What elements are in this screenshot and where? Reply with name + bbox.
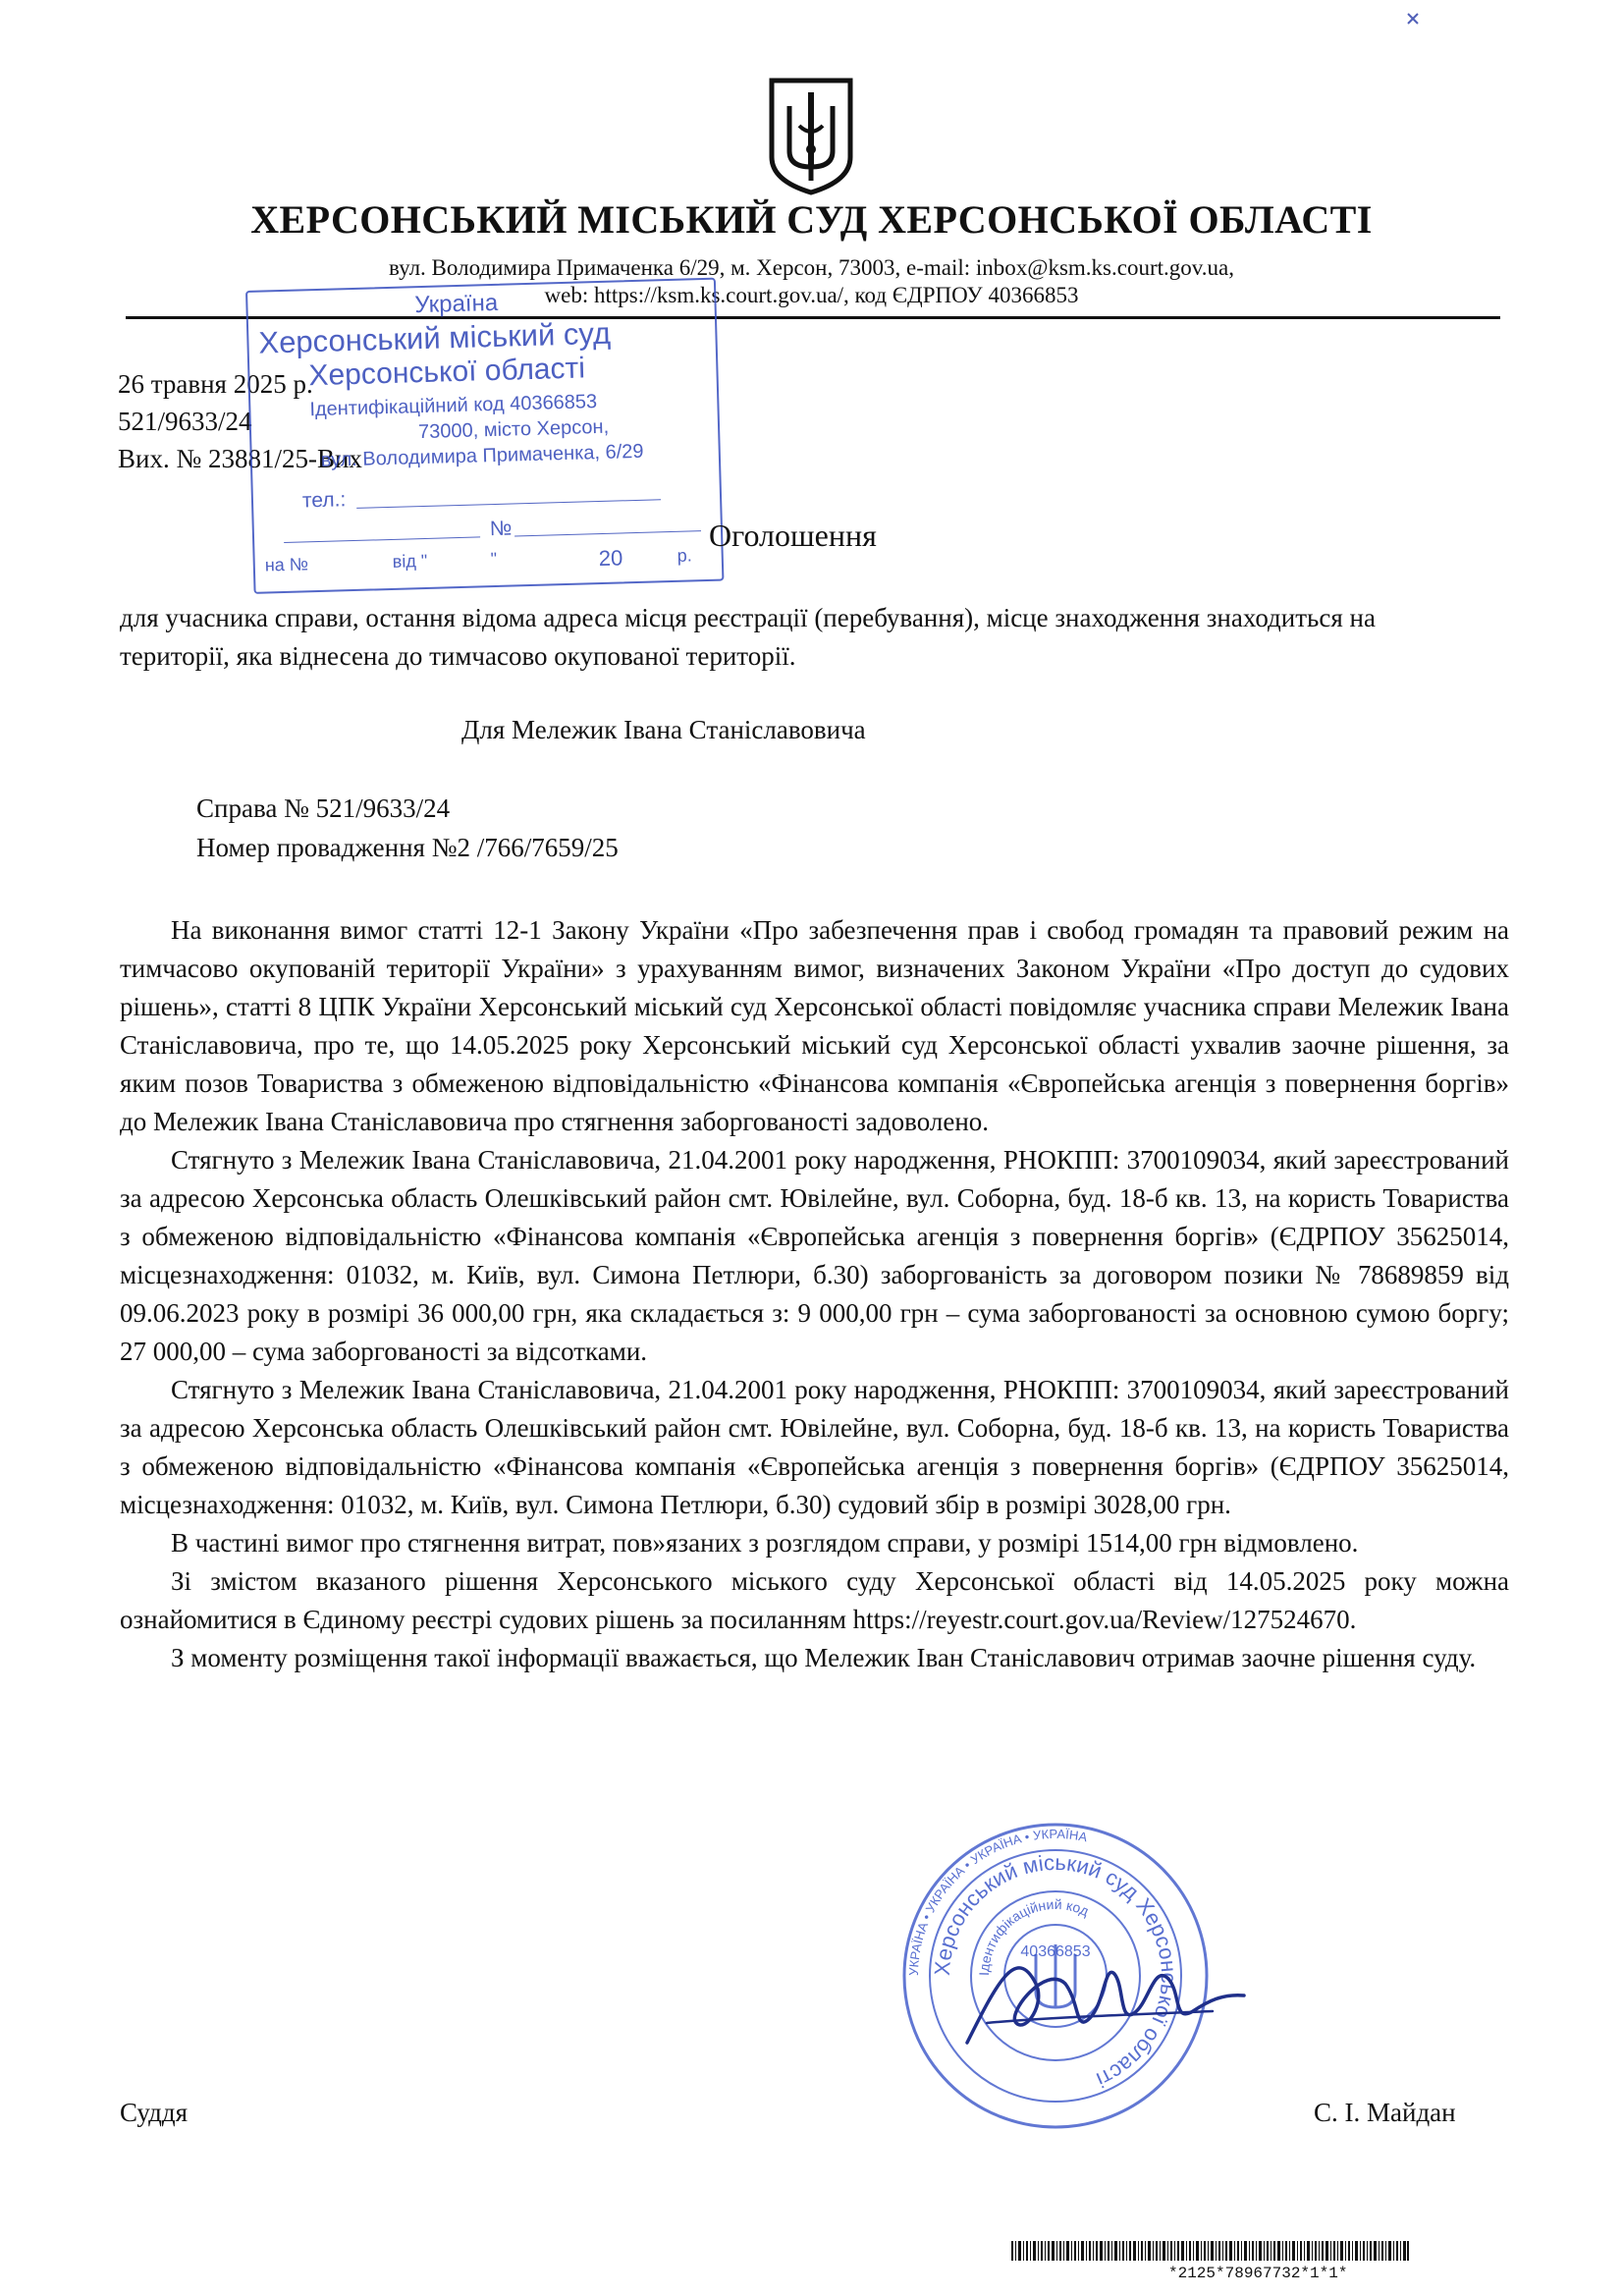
- document-barcode: [1011, 2241, 1409, 2261]
- paragraph-notification: На виконання вимог статті 12-1 Закону України «Про забезпечення прав і свобод громадян та правовий режим на тимчасово окупованій території України» з урахуванням вимог, визначених Законом України «Про доступ до судових рішень», статті 8 ЦПК України Херсонський міський суд Херсонської області повідомляє учасника справи Мележик Івана Станіславовича, про те, що 14.05.2025 року Херсонський міський суд Херсонської області ухвалив заочне рішення, за яким позов Товариства з обмеженою відповідальністю «Фінансова компанія «Європейська агенція з повернення боргів» до Мележик Івана Станіславовича про стягнення заборгованості задоволено.: [120, 915, 1509, 1136]
- court-seal-stamp: [898, 1819, 1213, 2133]
- paragraph-deemed-received: З моменту розміщення такої інформації вважається, що Мележик Іван Станіславович отримав заочне рішення суду.: [171, 1643, 1477, 1672]
- seal-code: 40366853: [1020, 1943, 1091, 1960]
- stamp-line-r: р.: [676, 545, 692, 566]
- court-address: вул. Володимира Примаченка 6/29, м. Херсон, 73003, e-mail: inbox@ksm.ks.court.gov.ua,: [389, 255, 1234, 280]
- paragraph-registry-link: Зі змістом вказаного рішення Херсонського міського суду Херсонської області від 14.05.2025 року можна ознайомитися в Єдиному реєстрі судових рішень за посиланням https://reyestr.court.gov.ua/Review/127524670.: [120, 1566, 1509, 1634]
- stamp-line-country: Україна: [414, 289, 499, 319]
- announcement-body: [120, 911, 1509, 1677]
- stamp-line-number: №: [489, 517, 513, 541]
- outgoing-number: Вих. № 23881/25-Вих: [118, 444, 362, 473]
- case-number: Справа № 521/9633/24: [196, 793, 451, 823]
- header-divider: [126, 316, 1500, 319]
- stamp-line-city: 73000, місто Херсон,: [417, 415, 610, 444]
- judge-signature: [957, 1925, 1252, 2062]
- stamp-line-street: вул. Володимира Примаченка, 6/29: [320, 440, 644, 471]
- judge-label: Суддя: [120, 2098, 189, 2127]
- seal-inner-text: Ідентифікаційний код: [975, 1895, 1092, 1977]
- paragraph-debt-recovery: Стягнуто з Мележик Івана Станіславовича, 21.04.2001 року народження, РНОКПП: 3700109034, який зареєстрований за адресою Херсонська область Олешківський район смт. Ювілейне, вул. Соборна, буд. 18-б кв. 13, на користь Товариства з обмеженою відповідальністю «Фінансова компанія «Європейська агенція з повернення боргів» (ЄДРПОУ 35625014, місцезнаходження: 01032, м. Київ, вул. Симона Петлюри, б.30) заборгованість за договором позики № 78689859 від 09.06.2023 року в розмірі 36 000,00 грн, яка складається з: 9 000,00 грн – сума заборгованості за основною сумою боргу; 27 000,00 – сума заборгованості за відсотками.: [120, 1145, 1509, 1366]
- registration-stamp: [245, 278, 724, 594]
- stamp-line-ref: на №: [264, 554, 309, 575]
- barcode-number: *2125*78967732*1*1*: [1168, 2265, 1348, 2282]
- case-reference: 521/9633/24: [118, 407, 252, 436]
- stamp-number-rule: [284, 536, 480, 543]
- stamp-number-rule-2: [514, 530, 701, 536]
- stamp-phone-rule: [356, 499, 661, 509]
- proceeding-number: Номер провадження №2 /766/7659/25: [196, 833, 619, 862]
- stamp-line-quote: ": [490, 548, 498, 570]
- stamp-line-region: Херсонської області: [307, 352, 586, 393]
- announcement-intro: для учасника справи, остання відома адреса місця реєстрації (перебування), місце знаходження знаходиться на території, яка віднесена до тимчасово окупованої території.: [120, 603, 1376, 671]
- seal-trident-icon: [1036, 1944, 1075, 2007]
- court-web-and-code: web: https://ksm.ks.court.gov.ua/, код ЄДРПОУ 40366853: [544, 283, 1079, 307]
- stamp-line-court: Херсонський міський суд: [258, 315, 612, 360]
- stamp-line-phone: тел.:: [301, 488, 347, 513]
- seal-outer-text: УКРАЇНА • УКРАЇНА • УКРАЇНА • УКРАЇНА: [905, 1826, 1089, 1977]
- scan-mark-icon: [1406, 12, 1420, 26]
- trident-coat-of-arms-icon: [766, 77, 856, 196]
- court-name: ХЕРСОНСЬКИЙ МІСЬКИЙ СУД ХЕРСОНСЬКОЇ ОБЛАСТІ: [250, 197, 1373, 242]
- paragraph-denied-costs: В частині вимог про стягнення витрат, пов»язаних з розглядом справи, у розмірі 1514,00 грн відмовлено.: [171, 1528, 1359, 1558]
- recipient: Для Мележик Івана Станіславовича: [461, 715, 866, 744]
- judge-name: С. І. Майдан: [1314, 2098, 1456, 2127]
- stamp-line-code: Ідентифікаційний код 40366853: [309, 391, 598, 421]
- stamp-line-year: 20: [598, 545, 623, 572]
- paragraph-court-fee: Стягнуто з Мележик Івана Станіславовича, 21.04.2001 року народження, РНОКПП: 3700109034, який зареєстрований за адресою Херсонська область Олешківський район смт. Ювілейне, вул. Соборна, буд. 18-б кв. 13, на користь Товариства з обмеженою відповідальністю «Фінансова компанія «Європейська агенція з повернення боргів» (ЄДРПОУ 35625014, місцезнаходження: 01032, м. Київ, вул. Симона Петлюри, б.30) судовий збір в розмірі 3028,00 грн.: [120, 1375, 1509, 1519]
- document-date: 26 травня 2025 р.: [118, 369, 313, 399]
- announcement-title: Оголошення: [709, 518, 877, 553]
- stamp-line-from: від ": [392, 550, 428, 572]
- seal-ring-text: Херсонський міський суд Херсонської області: [929, 1849, 1182, 2093]
